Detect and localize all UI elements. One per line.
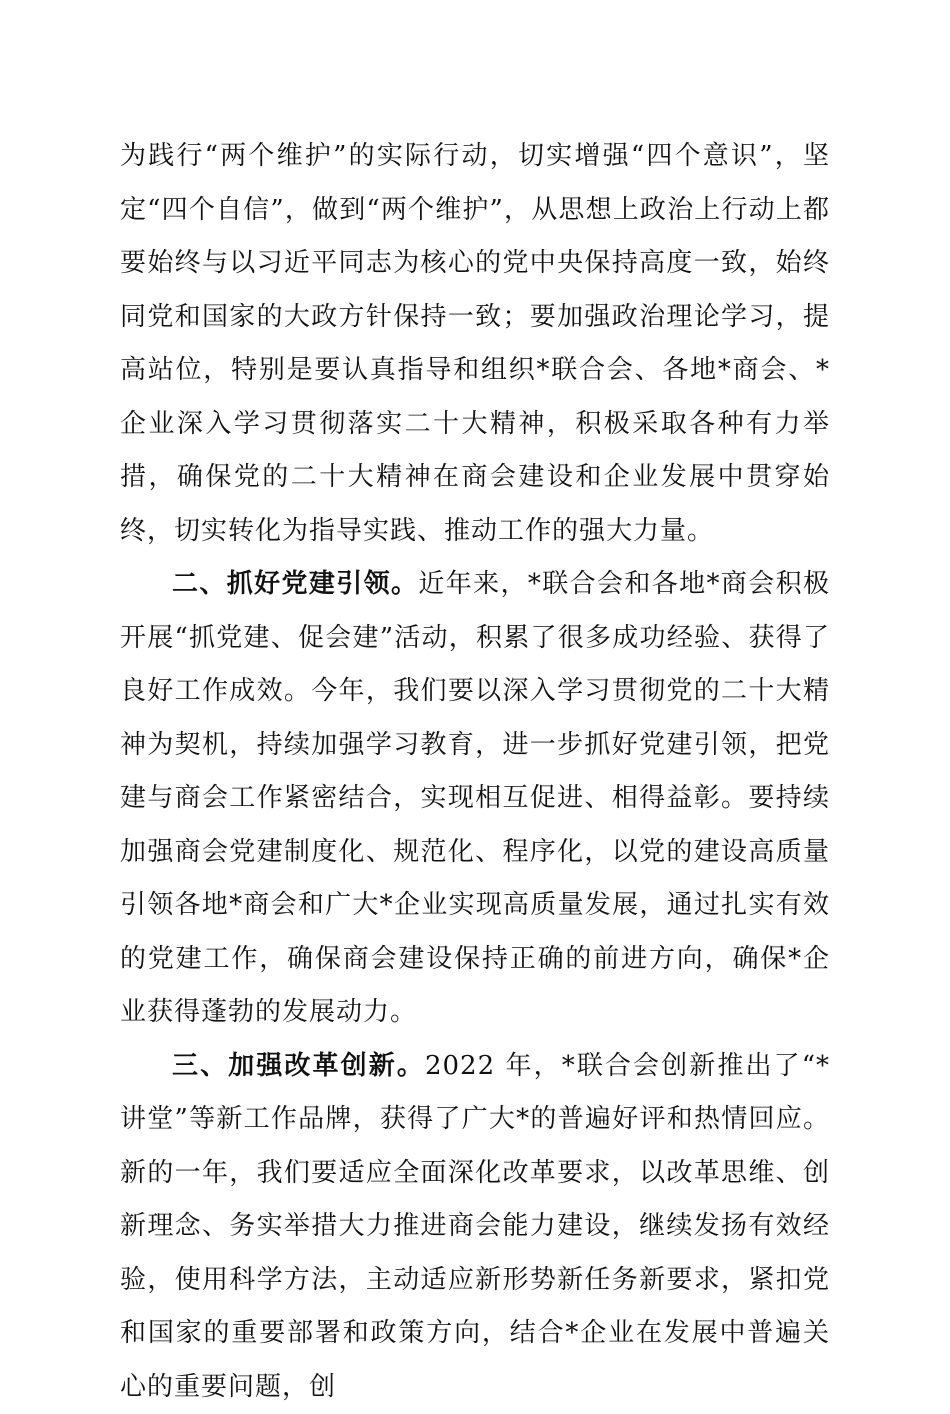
paragraph-text: 2022 年，*联合会创新推出了“*讲堂”等新工作品牌，获得了广大*的普遍好评和热情回应。新的一年，我们要适应全面深化改革要求，以改革思维、创新理念、务实举措大力推进商会能力建设，继续发扬有效经验，使用科学方法，主动适应新形势新任务新要求，紧扣党和国家的重要部署和政策方向，结合*企业在发展中普遍关心的重要问题，创 [120,1051,830,1402]
section-two-paragraph [120,558,830,1040]
paragraph-text: 为践行“两个维护”的实际行动，切实增强“四个意识”，坚定“四个自信”，做到“两个维护”，从思想上政治上行动上都要始终与以习近平同志为核心的党中央保持高度一致，始终同党和国家的大政方针保持一致；要加强政治理论学习，提高站位，特别是要认真指导和组织*联合会、各地*商会、*企业深入学习贯彻落实二十大精神，积极采取各种有力举措，确保党的二十大精神在商会建设和企业发展中贯穿始终，切实转化为指导实践、推动工作的强大力量。 [120,141,830,546]
document-body [120,130,830,1414]
paragraph-text: 近年来，*联合会和各地*商会积极开展“抓党建、促会建”活动，积累了很多成功经验、获得了良好工作成效。今年，我们要以深入学习贯彻党的二十大精神为契机，持续加强学习教育，进一步抓好党建引领，把党建与商会工作紧密结合，实现相互促进、相得益彰。要持续加强商会党建制度化、规范化、程序化，以党的建设高质量引领各地*商会和广大*企业实现高质量发展，通过扎实有效的党建工作，确保商会建设保持正确的前进方向，确保*企业获得蓬勃的发展动力。 [120,569,830,1027]
paragraph-continuation [120,130,830,558]
section-heading: 三、加强改革创新。 [172,1051,425,1081]
section-heading: 二、抓好党建引领。 [172,569,418,599]
section-three-paragraph [120,1040,830,1414]
